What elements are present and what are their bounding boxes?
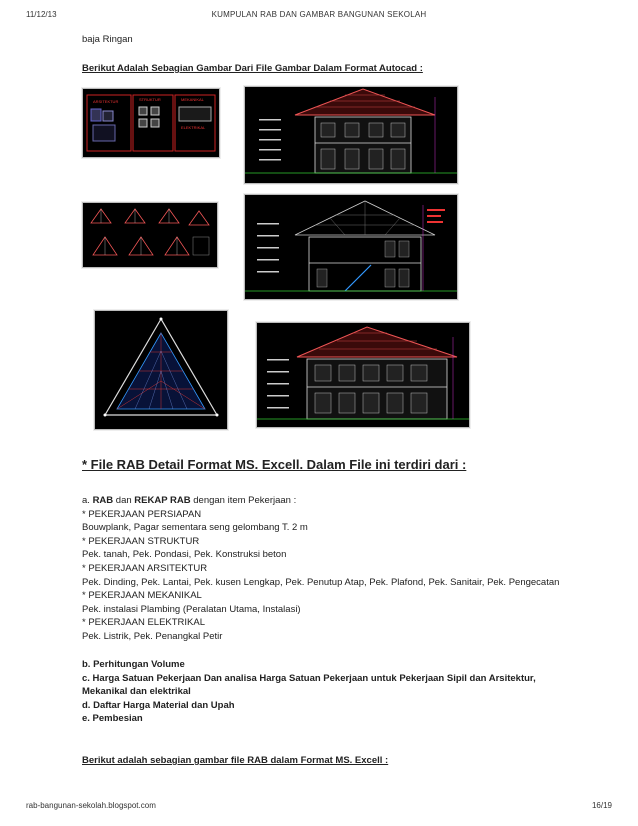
list-item: * PEKERJAAN ELEKTRIKAL [82, 617, 206, 629]
page-number: 16/19 [591, 801, 612, 810]
autocad-heading: Berikut Adalah Sebagian Gambar Dari File Gambar Dalam Format Autocad : [82, 63, 423, 74]
excel-heading: Berikut adalah sebagian gambar file RAB dalam Format MS. Excell : [82, 755, 389, 766]
list-item: * PEKERJAAN STRUKTUR [82, 535, 200, 547]
bold-list-item: e. Pembesian [82, 713, 143, 725]
item-a-rab: RAB [92, 495, 114, 506]
list-item: * PEKERJAAN MEKANIKAL [82, 590, 202, 602]
work-items-list [82, 494, 602, 644]
list-item: * PEKERJAAN PERSIAPAN [82, 508, 202, 520]
roof-plan-image [94, 310, 228, 430]
item-a [82, 494, 602, 508]
item-a-suffix: dengan item Pekerjaan : [190, 495, 297, 506]
item-a-prefix: a. [82, 495, 93, 506]
footer-url: rab-bangunan-sekolah.blogspot.com [26, 801, 156, 810]
bold-list-item: b. Perhitungan Volume [82, 659, 185, 670]
item-a-rekap: REKAP RAB [134, 495, 191, 506]
list-item: Bouwplank, Pagar sementara seng gelombang T. 2 m [82, 522, 308, 534]
item-a-mid: dan [113, 495, 135, 506]
list-item: * PEKERJAAN ARSITEKTUR [82, 562, 208, 574]
rab-file-heading: * File RAB Detail Format MS. Excell. Dalam File ini terdiri dari : [82, 457, 467, 472]
bold-list-item: d. Daftar Harga Material dan Upah [82, 699, 235, 711]
front-elevation-image [244, 86, 458, 184]
bold-list-item: c. Harga Satuan Pekerjaan Dan analisa Harga Satuan Pekerjaan untuk Pekerjaan Sipil dan Arsitektur, [82, 672, 536, 684]
side-elevation-image [256, 322, 470, 428]
intro-tail-text: baja Ringan [82, 34, 133, 45]
bold-list-item: Mekanikal dan elektrikal [82, 686, 191, 698]
roof-truss-image [82, 202, 218, 268]
bold-items-list [82, 658, 602, 726]
sheet-title-4: ELEKTRIKAL [181, 125, 206, 130]
section-drawing-image [244, 194, 458, 300]
list-item: Pek. instalasi Plambing (Peralatan Utama, Instalasi) [82, 603, 301, 615]
list-item: Pek. Listrik, Pek. Penangkal Petir [82, 630, 223, 642]
cad-sheets-image [82, 88, 220, 158]
sheet-title-3: MEKANIKAL [181, 97, 204, 102]
sheet-title-1: ARSITEKTUR [93, 99, 119, 104]
list-item: Pek. Dinding, Pek. Lantai, Pek. kusen Lengkap, Pek. Penutup Atap, Pek. Plafond, Pek. Sanitair, Pek. Pengecatan [82, 576, 560, 588]
list-item: Pek. tanah, Pek. Pondasi, Pek. Konstruksi beton [82, 549, 287, 561]
print-date: 11/12/13 [26, 10, 57, 19]
sheet-title-2: STRUKTUR [139, 97, 161, 102]
document-title: KUMPULAN RAB DAN GAMBAR BANGUNAN SEKOLAH [211, 10, 427, 19]
